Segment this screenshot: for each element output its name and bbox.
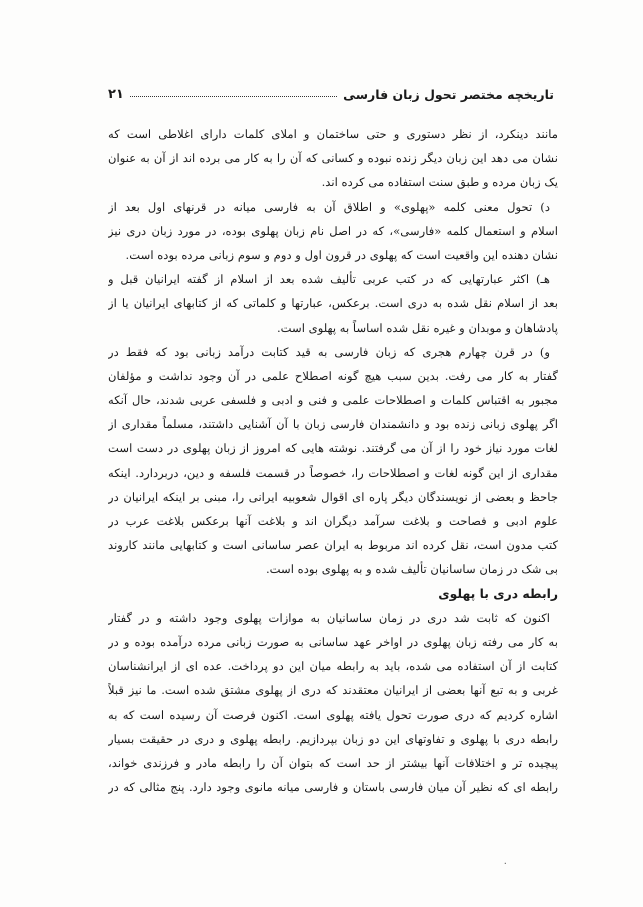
text-line: پادشاهان و موبدان و غیره نقل شده اساساً به پهلوی است. (276, 320, 558, 335)
section-first-line: اکنون که ثابت شد دری در زمان ساسانیان به موازات پهلوی وجود داشته و در گفتار (108, 610, 550, 625)
text-line: لغات مورد نیاز خود را از آن می گرفتند. نوشته هایی که امروز از زبان پهلوی در دست است (108, 441, 558, 456)
section-heading: رابطه دری با پهلوی (438, 585, 558, 601)
text-line: جاحظ و بعضی از نویسندگان دیگر پاره ای اقوال شعوبیه ایرانی را، مبنی بر اینکه ایرانیان در (108, 489, 558, 504)
text-line: علوم ادبی و فصاحت و بلاغت سرآمد دیگران اند و بلاغت آنها برعکس بلاغت عرب در (108, 514, 558, 528)
text-line: بی شک در زمان ساسانیان تألیف شده و به پهلوی بوده است. (265, 562, 558, 577)
text-line: رابطه ای که نظیر آن میان فارسی باستان و فارسی میانه مانوی وجود دارد. پنج مثالی که در (108, 780, 558, 795)
text-line: مقداری از این گونه لغات و اصطلاحات را، خصوصاً در قسمت فلسفه و دین، دربردارد. اینکه (108, 465, 558, 480)
text-line: اشاره کردیم که دری صورت تحول یافته پهلوی است. اکنون فرصت آن رسیده است که به (108, 707, 558, 722)
paragraph-v-first-line: و) در قرن چهارم هجری که زبان فارسی به قید کتابت درآمد زبانی بود که فقط در (108, 344, 550, 359)
page-number: ۲۱ (108, 87, 124, 102)
paragraph-h-first-line: هـ) اکثر عبارتهایی که در کتب عربی تألیف شده بعد از اسلام از گفته ایرانیان قبل و (108, 272, 550, 287)
text-line: کتب مدون است، نقل کرده اند مربوط به ایران عصر ساسانی است و کتابهایی مانند کاروند (108, 538, 558, 553)
text-line: رابطه دری با پهلوی و تفاوتهای این دو زبان بپردازیم. رابطه پهلوی و دری در حقیقت بسیار (108, 731, 558, 746)
text-line: کتابت از آن استفاده می شده، باید به رابطه میان این دو پرداخت. عده ای از ایرانشناسان (108, 659, 558, 674)
text-line: گفتار به کار می رفت. بدین سبب هیچ گونه اصطلاح علمی در آن وجود نداشت و مؤلفان (108, 368, 558, 383)
text-line: پیچیده تر و اختلافات آنها بیشتر از حد است که بتوان آن را رابطه مادر و فرزندی خواند، (108, 755, 558, 770)
text-line: یک زبان مرده و طبق سنت استفاده می کرده اند. (321, 175, 558, 190)
body-text (108, 122, 558, 799)
text-line: به کار می رفته زبان پهلوی در اواخر عهد ساسانی به صورت زبانی مرده درآمده بوده و در (108, 634, 558, 649)
text-line: نشان دهنده این واقعیت است که پهلوی در قرون اول و دوم و سوم زبانی مرده بوده است. (125, 247, 558, 262)
text-line: اسلام و استعمال کلمه «فارسی»، که در اصل نام زبان پهلوی بوده، در مورد زبان دری نیز (108, 223, 558, 238)
text-line: غربی و به تبع آنها بعضی از ایرانیان معتقدند که دری از پهلوی مشتق شده است. ما نیز قبلاً (108, 683, 558, 698)
text-line: نشان می دهد این زبان دیگر زنده نبوده و کسانی که آن را به کار می برده اند از آن به عنوان (108, 151, 558, 166)
header-dotted-leader (130, 96, 337, 97)
paragraph-d-first-line: د) تحول معنی کلمه «پهلوی» و اطلاق آن به فارسی میانه در قرنهای اول بعد از (108, 199, 550, 214)
text-line: مجبور به اقتباس کلمات و اصطلاحات علمی و فنی و ادبی و فلسفی عربی شدند، حال آنکه (108, 393, 558, 408)
text-line: بعد از اسلام نقل شده به دری است. برعکس، عبارتها و کلماتی که از کتابهای ایرانیان یا از (108, 296, 558, 311)
footer-mark: ٠ (502, 858, 508, 869)
text-line: مانند دینکرد، از نظر دستوری و حتی ساختمان و املای کلمات دارای اغلاطی است که (108, 127, 558, 141)
running-header-title: تاریخچه مختصر تحول زبان فارسی (343, 87, 554, 102)
text-line: اگر پهلوی زبانی زنده بود و دانشمندان فارسی زبان با آن آشنایی داشتند، مسلماً مقداری از (108, 417, 558, 432)
running-header (108, 80, 554, 102)
